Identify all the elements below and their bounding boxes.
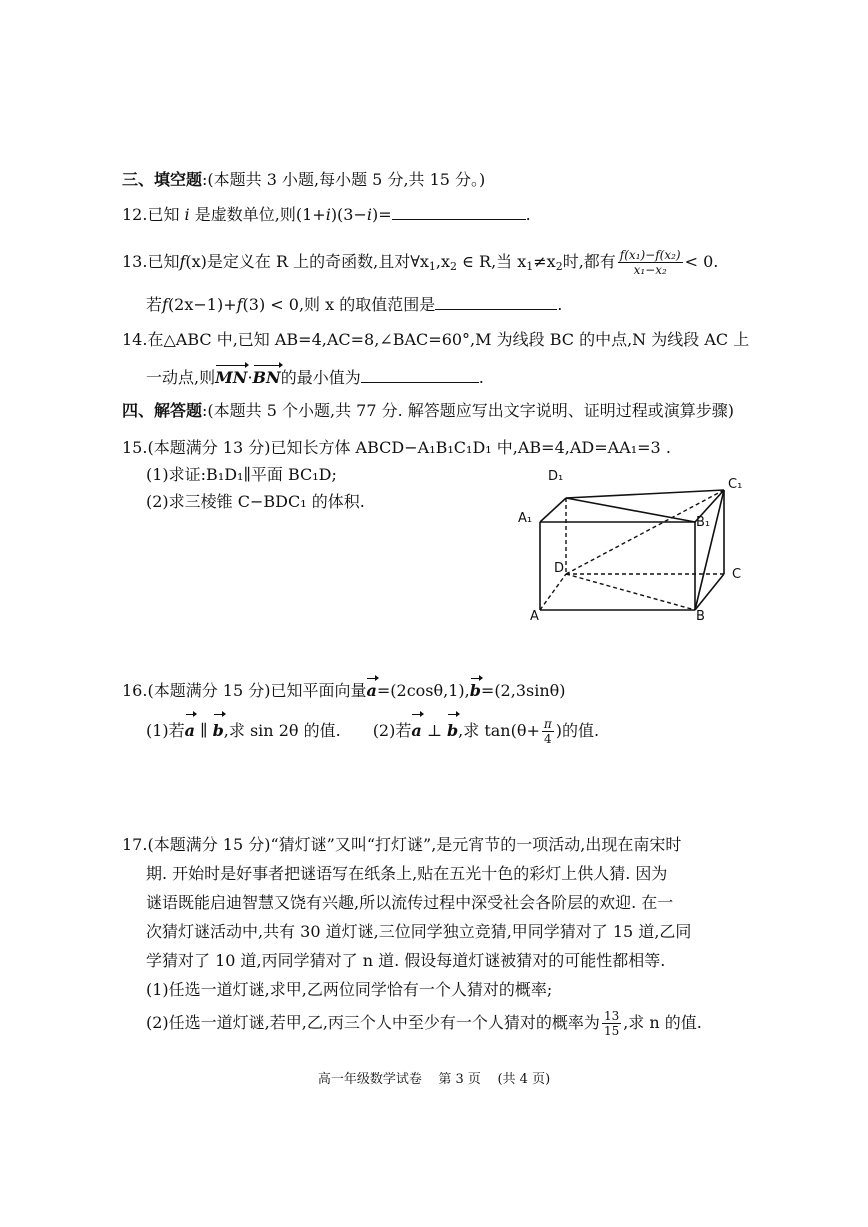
section3-heading: 三、填空题 <box>122 170 203 189</box>
question-15-line1 <box>122 437 671 459</box>
vector-a: a <box>411 716 421 746</box>
fraction-denominator: x₁−x₂ <box>633 263 667 277</box>
vector-a: a <box>185 716 195 746</box>
q14-text: 一动点,则 <box>146 368 216 387</box>
question-number: 16. <box>122 681 148 700</box>
question-16-parts <box>146 716 599 746</box>
question-17-part1: (1)任选一道灯谜,求甲,乙两位同学恰有一个人猜对的概率; <box>146 980 553 999</box>
q12-i: i <box>325 205 331 224</box>
q15-text: (本题满分 13 分)已知长方体 ABCD−A₁B₁C₁D₁ 中,AB=4,AD=AA₁=3 . <box>147 438 671 457</box>
fraction-denominator: 4 <box>544 732 552 746</box>
fraction-numerator: f(x₁)−f(x₂) <box>619 248 681 262</box>
label-C: C <box>732 567 742 582</box>
question-17-line5: 学猜对了 10 道,丙同学猜对了 n 道. 假设每道灯谜被猜对的可能性都相等. <box>146 951 666 970</box>
edge-D1C1 <box>566 490 724 498</box>
q16-text: (2)若 <box>372 721 412 740</box>
q13-f: f <box>162 295 168 314</box>
answer-blank[interactable] <box>392 203 526 220</box>
q16-text: =(2cosθ,1), <box>376 681 470 700</box>
question-number: 15. <box>122 438 148 457</box>
q13-text: (x)是定义在 R 上的奇函数,且对∀x <box>185 252 429 271</box>
vector-a: a <box>366 681 377 700</box>
question-17-line2: 期. 开始时是好事者把谜语写在纸条上,贴在五光十色的彩灯上供人猜. 因为 <box>146 864 668 883</box>
cuboid-figure <box>510 462 750 622</box>
question-17-line4: 次猜灯谜活动中,共有 30 道灯谜,三位同学独立竞猜,甲同学猜对了 15 道,乙同 <box>146 922 692 941</box>
question-15-part2: (2)求三棱锥 C−BDC₁ 的体积. <box>146 492 365 511</box>
q16-text: (本题满分 15 分)已知平面向量 <box>147 681 367 700</box>
question-15-part1: (1)求证:B₁D₁∥平面 BC₁D; <box>146 465 337 484</box>
question-14-line1 <box>122 329 749 351</box>
vector-mn: MN <box>215 368 248 387</box>
vector-bn: BN <box>252 368 281 387</box>
question-number: 12. <box>122 205 148 224</box>
q13-text: < 0. <box>684 252 719 271</box>
q16-text: (1)若 <box>146 721 185 740</box>
question-number: 13. <box>122 252 148 271</box>
probability-fraction <box>602 1009 621 1038</box>
question-13-line1: 13.已知f(x)是定义在 R 上的奇函数,且对$\forall x_1,x_2$ ∈ R,当 $x_1\ne x_2$时,都有 $\frac{\text{f(x₁)−f(x₂)}}{\text{x₁−x₂}}$ < 0. <box>122 248 719 277</box>
q12-text: 是虚数单位,则(1+ <box>189 205 326 224</box>
label-A1: A₁ <box>518 511 533 526</box>
answer-blank[interactable] <box>361 366 479 383</box>
label-B: B <box>696 609 705 622</box>
question-number: 17. <box>122 835 148 854</box>
vector-b: b <box>469 681 481 700</box>
q13-text: ,x <box>435 252 450 271</box>
question-16-line1 <box>122 680 566 702</box>
q16-text: =(2,3sinθ) <box>480 681 566 700</box>
section4-heading: 四、解答题 <box>122 401 203 420</box>
question-13-line2 <box>146 293 562 316</box>
pi-over-4 <box>542 717 554 746</box>
q13-f: f <box>236 295 243 314</box>
q17-text: (2)任选一道灯谜,若甲,乙,丙三个人中至少有一个人猜对的概率为 <box>146 1013 600 1032</box>
question-17-line1 <box>122 834 681 856</box>
footer-page: 第 3 页 <box>438 1072 481 1087</box>
q12-text: )= <box>372 205 392 224</box>
vector-b: b <box>213 716 224 746</box>
fraction-numerator: 13 <box>603 1009 620 1023</box>
parallel-symbol: ∥ <box>195 721 213 740</box>
q16-text: ,求 sin 2θ 的值. <box>223 721 341 740</box>
section4-note: :(本题共 5 个小题,共 77 分. 解答题应写出文字说明、证明过程或演算步骤) <box>202 401 735 420</box>
q12-end: . <box>525 205 531 224</box>
footer-subject: 高一年级数学试卷 <box>317 1072 422 1087</box>
q13-text: (3) < 0,则 x 的取值范围是 <box>242 295 436 314</box>
diagonal-B1D1 <box>566 498 695 522</box>
fraction-denominator: 15 <box>603 1024 620 1038</box>
q13-fraction <box>618 248 683 277</box>
q13-text: ∈ R,当 x <box>457 252 527 271</box>
label-D: D <box>554 561 565 576</box>
q14-text: 在△ABC 中,已知 AB=4,AC=8,∠BAC=60°,M 为线段 BC 的中点,N 为线段 AC 上 <box>147 330 750 349</box>
answer-blank[interactable] <box>435 293 557 310</box>
q13-text: 时,都有 <box>562 252 616 271</box>
edge-A1D1 <box>540 498 566 522</box>
q17-text: (本题满分 15 分)“猜灯谜”又叫“打灯谜”,是元宵节的一项活动,出现在南宋时 <box>147 835 682 854</box>
q13-text: 已知 <box>147 252 180 271</box>
q16-text: )的值. <box>555 721 600 740</box>
perpendicular-symbol: ⊥ <box>421 721 447 740</box>
q12-text: )(3− <box>330 205 367 224</box>
question-12 <box>122 203 531 226</box>
q12-i: i <box>184 205 190 224</box>
diagonal-DB-hidden <box>566 574 695 610</box>
section3-title <box>122 169 485 191</box>
q13-f: f <box>179 252 186 271</box>
q13-text: 若 <box>146 295 163 314</box>
question-17-line3: 谜语既能启迪智慧又饶有兴趣,所以流传过程中深受社会各阶层的欢迎. 在一 <box>146 893 674 912</box>
q13-end: . <box>557 295 563 314</box>
page-footer <box>0 1068 868 1087</box>
fraction-numerator: π <box>543 717 552 731</box>
label-C1: C₁ <box>728 477 743 492</box>
dot-product: · <box>247 368 253 387</box>
question-number: 14. <box>122 330 148 349</box>
edge-AD-hidden <box>540 574 566 610</box>
vector-b: b <box>447 716 458 746</box>
question-14-line2 <box>146 366 484 389</box>
q12-text: 已知 <box>147 205 185 224</box>
label-A: A <box>530 609 539 622</box>
label-D1: D₁ <box>548 469 564 484</box>
footer-total: (共 4 页) <box>497 1072 551 1087</box>
section3-note: :(本题共 3 小题,每小题 5 分,共 15 分。) <box>202 170 486 189</box>
q13-text: (2x−1)+ <box>167 295 237 314</box>
q14-text: 的最小值为 <box>280 368 361 387</box>
question-17-part2 <box>146 1008 702 1038</box>
q13-text: ≠x <box>533 252 556 271</box>
q16-text: ,求 tan(θ+ <box>458 721 540 740</box>
label-B1: B₁ <box>696 515 711 530</box>
q14-end: . <box>478 368 484 387</box>
q12-i: i <box>366 205 373 224</box>
section4-title <box>122 400 734 422</box>
q17-text: ,求 n 的值. <box>623 1013 702 1032</box>
